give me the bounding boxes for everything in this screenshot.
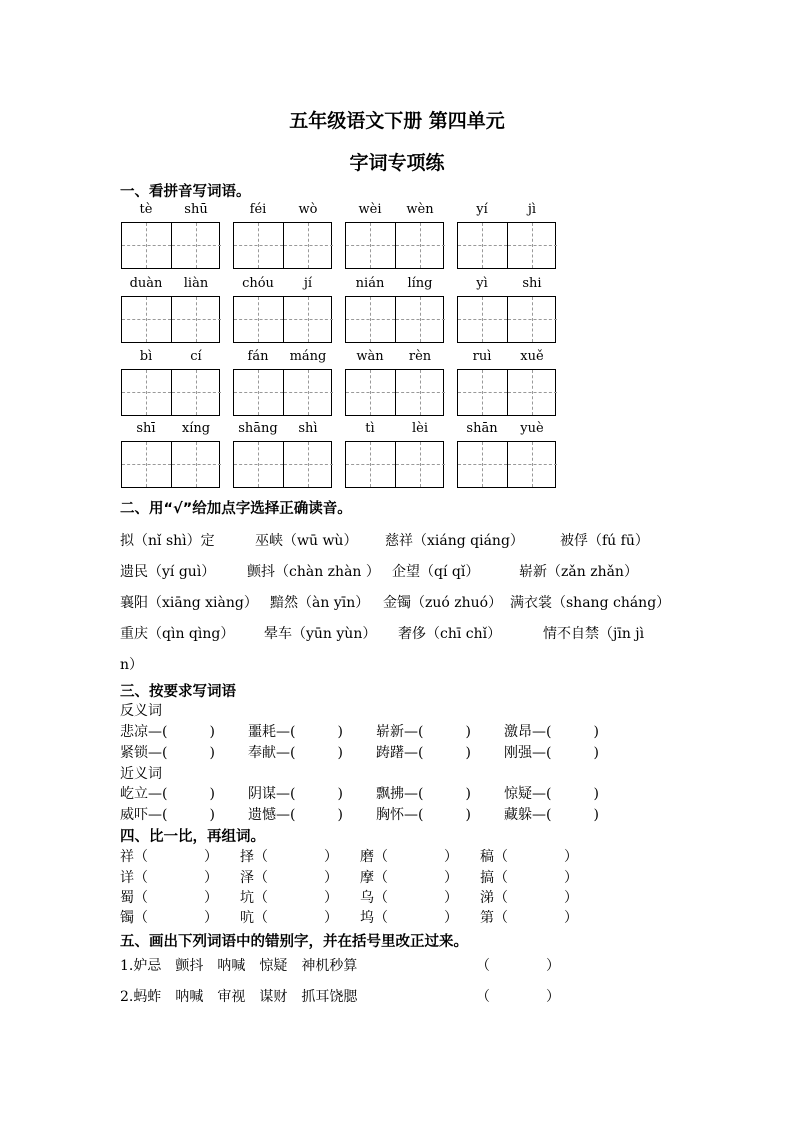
pinyin-label: xíng [181,421,211,436]
grid-guide-v [420,223,421,268]
grid-guide-v [146,370,147,415]
grid-guide-v [258,370,259,415]
reading-item: 遗民（yí guì） [120,564,216,580]
grid-guide-v [370,223,371,268]
typo-words: 2.蚂蚱 呐喊 审视 谋财 抓耳饶腮 [120,989,358,1005]
grid-cell [458,370,507,415]
compare-item: 涕（ ） [480,890,578,906]
writing-grid[interactable] [233,296,332,343]
antonym-item: 激昂—( ) [504,724,599,740]
grid-guide-v [258,297,259,342]
section-3-heading: 三、按要求写词语 [120,684,236,700]
pinyin-label: wèn [406,202,434,217]
grid-cell [346,223,395,268]
grid-cell [346,442,395,487]
grid-cell [283,297,333,342]
section-1-heading: 一、看拼音写词语。 [120,184,251,200]
pinyin-label: wò [298,202,318,217]
reading-item: 被俘（fú fū） [560,533,649,549]
writing-grid[interactable] [121,441,220,488]
writing-grid[interactable] [345,441,444,488]
grid-cell [458,297,507,342]
synonym-item: 威吓—( ) [120,807,215,823]
pinyin-label: tè [139,202,153,217]
writing-grid[interactable] [345,222,444,269]
pinyin-label: wàn [356,349,384,364]
grid-guide-v [146,223,147,268]
compare-item: 乌（ ） [360,890,458,906]
pinyin-label: xuě [520,349,544,364]
pinyin-label: máng [289,349,327,364]
reading-item: 襄阳（xiāng xiàng） [120,595,258,611]
grid-cell [122,442,171,487]
reading-item: 重庆（qìn qìng） [120,626,235,642]
grid-guide-v [482,442,483,487]
grid-guide-v [258,442,259,487]
grid-cell [122,370,171,415]
grid-cell [458,442,507,487]
grid-guide-v [532,223,533,268]
writing-grid[interactable] [121,222,220,269]
synonym-item: 胸怀—( ) [376,807,471,823]
compare-item: 详（ ） [120,870,218,886]
pinyin-label: shī [136,421,156,436]
pinyin-label: wèi [358,202,382,217]
compare-item: 坞（ ） [360,910,458,926]
grid-cell [283,223,333,268]
pinyin-label: shū [184,202,208,217]
antonym-item: 踌躇—( ) [376,745,471,761]
grid-guide-v [146,297,147,342]
reading-item: 满衣裳（shang cháng） [510,595,671,611]
grid-cell [234,223,283,268]
writing-grid[interactable] [233,441,332,488]
synonym-label: 近义词 [120,766,162,782]
grid-cell [171,297,221,342]
compare-item: 稿（ ） [480,849,578,865]
grid-guide-v [146,442,147,487]
section-4-heading: 四、比一比，再组词。 [120,829,265,845]
reading-item: 巫峡（wū wù） [255,533,358,549]
synonym-item: 飘拂—( ) [376,786,471,802]
grid-guide-v [308,223,309,268]
antonym-item: 紧锁—( ) [120,745,215,761]
compare-item: 搞（ ） [480,870,578,886]
pinyin-label: líng [407,276,433,291]
grid-cell [122,297,171,342]
reading-item: 颤抖（chàn zhàn ） [247,564,380,580]
grid-cell [171,223,221,268]
grid-cell [507,442,557,487]
grid-cell [395,370,445,415]
grid-guide-v [308,297,309,342]
grid-cell [283,442,333,487]
answer-blank[interactable]: （ ） [476,989,560,1005]
page-title: 五年级语文下册 第四单元 [289,110,505,132]
writing-grid[interactable] [121,296,220,343]
writing-grid[interactable] [457,369,556,416]
compare-item: 择（ ） [240,849,338,865]
grid-guide-v [370,370,371,415]
pinyin-label: lèi [411,421,428,436]
grid-cell [234,442,283,487]
reading-item: 拟（nǐ shì）定 [120,533,215,549]
grid-cell [234,370,283,415]
pinyin-label: jí [303,276,313,291]
reading-item: 奢侈（chī chǐ） [398,626,502,642]
antonym-item: 刚强—( ) [504,745,599,761]
answer-blank[interactable]: （ ） [476,958,560,974]
pinyin-label: bì [139,349,153,364]
reading-item: 慈祥（xiáng qiáng） [385,533,524,549]
writing-grid[interactable] [233,369,332,416]
pinyin-label: jì [527,202,537,217]
section-2-heading: 二、用“√”给加点字选择正确读音。 [120,501,352,517]
grid-guide-v [532,442,533,487]
writing-grid[interactable] [345,296,444,343]
compare-item: 泽（ ） [240,870,338,886]
grid-cell [507,223,557,268]
section-5-heading: 五、画出下列词语中的错别字，并在括号里改正过来。 [120,934,468,950]
pinyin-label: duàn [129,276,163,291]
pinyin-label: féi [249,202,267,217]
reading-item: n） [120,657,144,673]
synonym-item: 屹立—( ) [120,786,215,802]
grid-cell [234,297,283,342]
antonym-item: 崭新—( ) [376,724,471,740]
grid-guide-v [196,297,197,342]
pinyin-label: nián [355,276,385,291]
grid-guide-v [258,223,259,268]
grid-guide-v [308,442,309,487]
grid-cell [171,442,221,487]
writing-grid[interactable] [121,369,220,416]
grid-cell [458,223,507,268]
grid-cell [122,223,171,268]
pinyin-label: yuè [520,421,544,436]
compare-item: 磨（ ） [360,849,458,865]
antonym-item: 悲凉—( ) [120,724,215,740]
typo-words: 1.妒忌 颤抖 呐喊 惊疑 神机秒算 [120,958,358,974]
pinyin-label: yí [476,202,488,217]
grid-guide-v [196,442,197,487]
reading-item: 金镯（zuó zhuó） [383,595,503,611]
pinyin-label: fán [247,349,269,364]
reading-item: 情不自禁（jīn jì [543,626,645,642]
pinyin-label: chóu [242,276,274,291]
grid-cell [346,370,395,415]
compare-item: 第（ ） [480,910,578,926]
grid-guide-v [482,223,483,268]
reading-item: 黯然（àn yīn） [270,595,370,611]
reading-item: 企望（qí qǐ） [392,564,480,580]
reading-item: 崭新（zǎn zhǎn） [519,564,638,580]
pinyin-label: cí [190,349,202,364]
grid-guide-v [420,442,421,487]
antonym-item: 奉献—( ) [248,745,343,761]
pinyin-label: liàn [183,276,209,291]
compare-item: 祥（ ） [120,849,218,865]
writing-grid[interactable] [233,222,332,269]
grid-guide-v [308,370,309,415]
grid-guide-v [196,223,197,268]
grid-guide-v [370,297,371,342]
grid-guide-v [482,297,483,342]
synonym-item: 遗憾—( ) [248,807,343,823]
grid-guide-v [196,370,197,415]
antonym-item: 噩耗—( ) [248,724,343,740]
compare-item: 吭（ ） [240,910,338,926]
grid-cell [346,297,395,342]
grid-guide-v [532,297,533,342]
page-subtitle: 字词专项练 [349,152,445,174]
pinyin-label: rèn [408,349,432,364]
writing-grid[interactable] [457,222,556,269]
reading-item: 晕车（yūn yùn） [264,626,377,642]
grid-guide-v [532,370,533,415]
grid-cell [395,442,445,487]
antonym-label: 反义词 [120,703,162,719]
grid-guide-v [420,370,421,415]
grid-cell [395,297,445,342]
synonym-item: 惊疑—( ) [504,786,599,802]
synonym-item: 藏躲—( ) [504,807,599,823]
synonym-item: 阴谋—( ) [248,786,343,802]
grid-guide-v [420,297,421,342]
compare-item: 镯（ ） [120,910,218,926]
pinyin-label: shi [522,276,542,291]
pinyin-label: ruì [472,349,492,364]
compare-item: 蜀（ ） [120,890,218,906]
grid-guide-v [370,442,371,487]
writing-grid[interactable] [345,369,444,416]
pinyin-label: shāng [238,421,278,436]
compare-item: 摩（ ） [360,870,458,886]
pinyin-label: shān [466,421,498,436]
grid-guide-v [482,370,483,415]
writing-grid[interactable] [457,296,556,343]
grid-cell [171,370,221,415]
writing-grid[interactable] [457,441,556,488]
grid-cell [395,223,445,268]
grid-cell [507,370,557,415]
pinyin-label: yì [476,276,488,291]
pinyin-label: tì [365,421,375,436]
pinyin-label: shì [298,421,318,436]
compare-item: 坑（ ） [240,890,338,906]
grid-cell [283,370,333,415]
grid-cell [507,297,557,342]
